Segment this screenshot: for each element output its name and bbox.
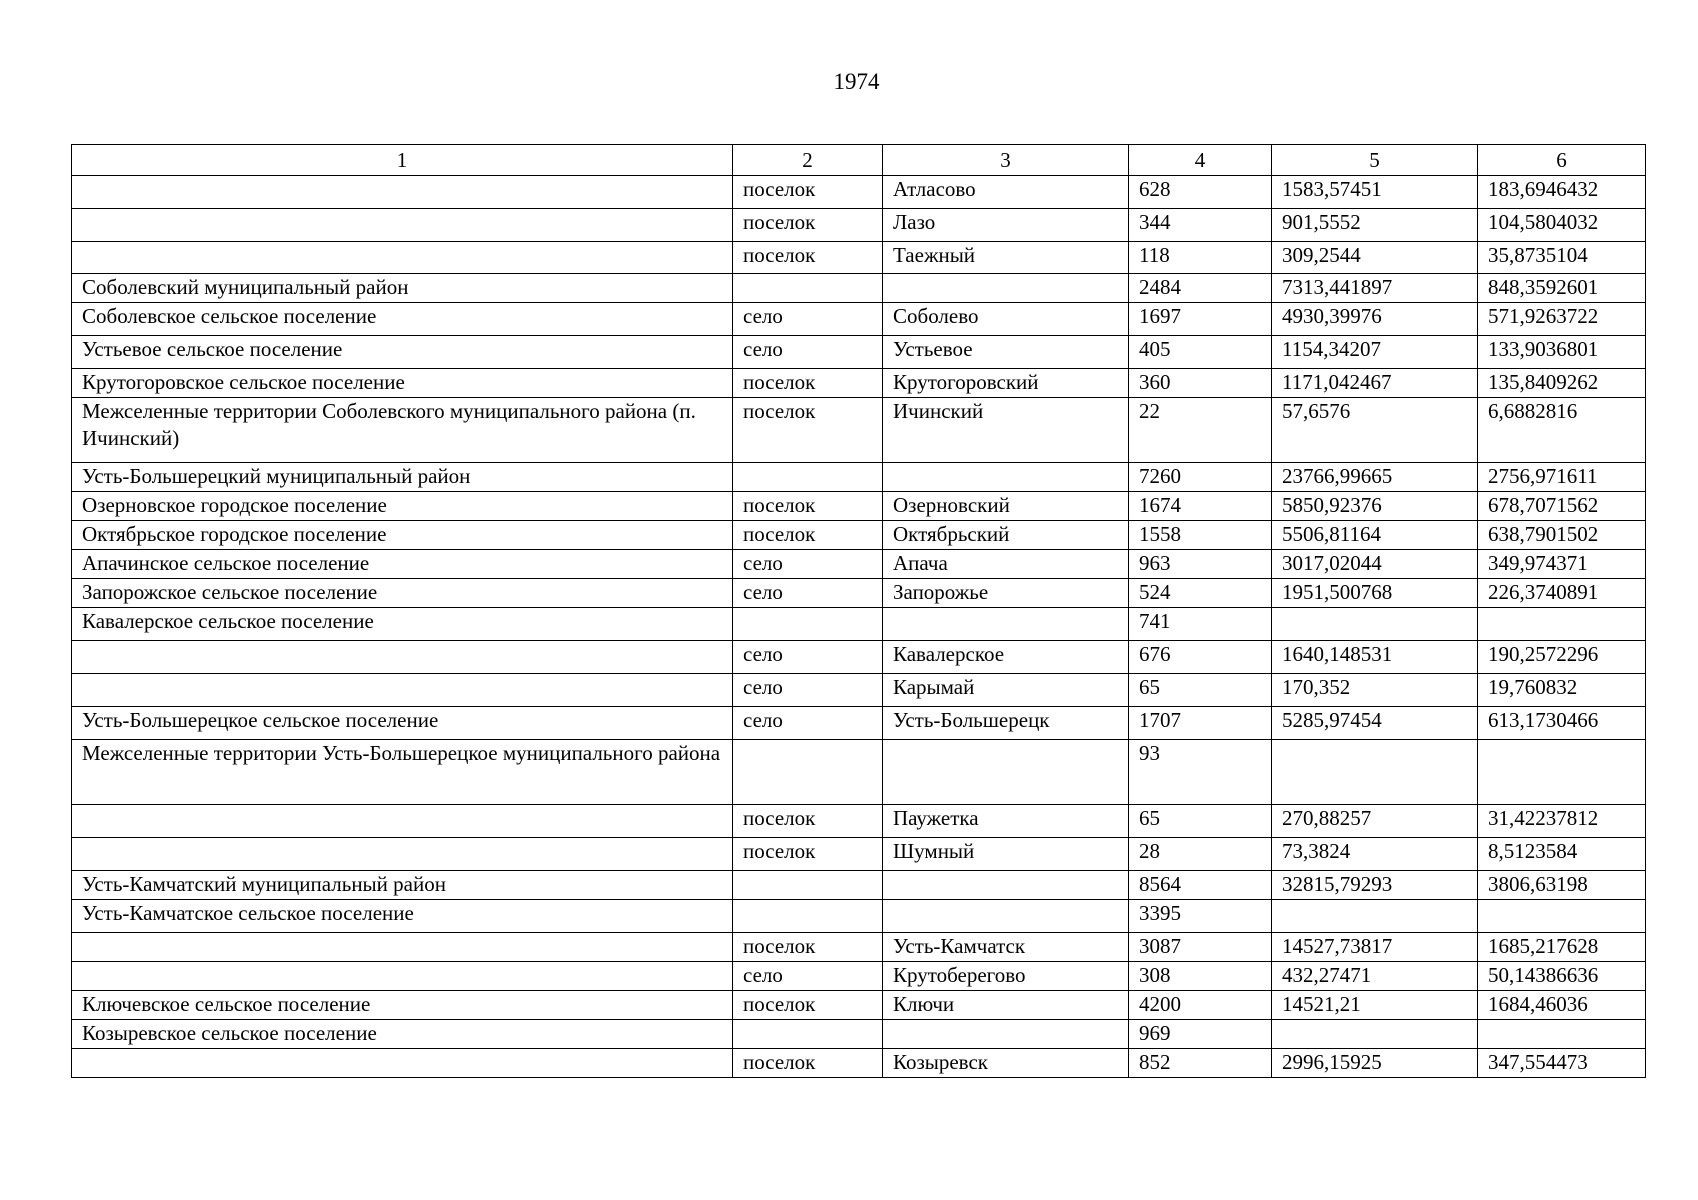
column-header: 4: [1129, 145, 1272, 176]
settlement-name-cell: Кавалерское: [883, 641, 1129, 674]
settlement-type-cell: село: [733, 336, 883, 369]
value-cell: 32815,79293: [1272, 871, 1478, 900]
value-cell: 638,7901502: [1478, 521, 1646, 550]
population-cell: 969: [1129, 1020, 1272, 1049]
territory-cell: Соболевский муниципальный район: [72, 274, 733, 303]
value-cell: 183,6946432: [1478, 176, 1646, 209]
table-row: [72, 336, 1646, 369]
population-cell: 963: [1129, 550, 1272, 579]
settlement-type-cell: поселок: [733, 492, 883, 521]
population-cell: 65: [1129, 805, 1272, 838]
settlement-name-cell: Крутогоровский: [883, 369, 1129, 398]
table-row: [72, 805, 1646, 838]
value-cell: 6,6882816: [1478, 398, 1646, 463]
table-row: [72, 838, 1646, 871]
value-cell: 226,3740891: [1478, 579, 1646, 608]
settlement-name-cell: [883, 900, 1129, 933]
table-row: [72, 492, 1646, 521]
page-number: 1974: [833, 69, 880, 94]
value-cell: 1171,042467: [1272, 369, 1478, 398]
table-row: [72, 242, 1646, 274]
value-cell: 5850,92376: [1272, 492, 1478, 521]
settlement-name-cell: Лазо: [883, 209, 1129, 242]
settlement-name-cell: [883, 608, 1129, 641]
settlement-name-cell: Октябрьский: [883, 521, 1129, 550]
value-cell: 1583,57451: [1272, 176, 1478, 209]
population-cell: 3087: [1129, 933, 1272, 962]
population-cell: 1707: [1129, 707, 1272, 740]
table-row: [72, 274, 1646, 303]
population-cell: 8564: [1129, 871, 1272, 900]
value-cell: 14521,21: [1272, 991, 1478, 1020]
settlement-type-cell: село: [733, 707, 883, 740]
value-cell: 5506,81164: [1272, 521, 1478, 550]
settlement-type-cell: поселок: [733, 398, 883, 463]
settlement-name-cell: Таежный: [883, 242, 1129, 274]
table-row: [72, 1049, 1646, 1078]
settlement-name-cell: [883, 274, 1129, 303]
population-cell: 308: [1129, 962, 1272, 991]
territory-cell: Устьевое сельское поселение: [72, 336, 733, 369]
table-row: [72, 900, 1646, 933]
table-row: [72, 579, 1646, 608]
territory-cell: [72, 242, 733, 274]
settlement-name-cell: [883, 1020, 1129, 1049]
settlement-type-cell: поселок: [733, 242, 883, 274]
population-cell: 93: [1129, 740, 1272, 805]
settlement-type-cell: поселок: [733, 933, 883, 962]
settlement-name-cell: Устьевое: [883, 336, 1129, 369]
territory-cell: Кавалерское сельское поселение: [72, 608, 733, 641]
population-cell: 2484: [1129, 274, 1272, 303]
settlement-type-cell: [733, 900, 883, 933]
value-cell: 31,42237812: [1478, 805, 1646, 838]
value-cell: 678,7071562: [1478, 492, 1646, 521]
territory-cell: [72, 674, 733, 707]
value-cell: 1640,148531: [1272, 641, 1478, 674]
population-cell: 741: [1129, 608, 1272, 641]
territory-cell: [72, 1049, 733, 1078]
settlement-type-cell: [733, 1020, 883, 1049]
population-cell: 1697: [1129, 303, 1272, 336]
settlement-name-cell: [883, 871, 1129, 900]
settlement-name-cell: Усть-Большерецк: [883, 707, 1129, 740]
settlement-name-cell: [883, 740, 1129, 805]
value-cell: 1684,46036: [1478, 991, 1646, 1020]
settlement-type-cell: село: [733, 641, 883, 674]
value-cell: 19,760832: [1478, 674, 1646, 707]
value-cell: 73,3824: [1272, 838, 1478, 871]
settlement-name-cell: Усть-Камчатск: [883, 933, 1129, 962]
value-cell: 347,554473: [1478, 1049, 1646, 1078]
value-cell: 270,88257: [1272, 805, 1478, 838]
table-row: [72, 933, 1646, 962]
population-cell: 7260: [1129, 463, 1272, 492]
territory-cell: [72, 641, 733, 674]
settlement-type-cell: поселок: [733, 838, 883, 871]
territory-cell: Соболевское сельское поселение: [72, 303, 733, 336]
column-header: 1: [72, 145, 733, 176]
settlement-type-cell: поселок: [733, 991, 883, 1020]
population-cell: 1558: [1129, 521, 1272, 550]
territory-cell: [72, 962, 733, 991]
settlement-type-cell: поселок: [733, 176, 883, 209]
settlement-type-cell: поселок: [733, 1049, 883, 1078]
population-cell: 65: [1129, 674, 1272, 707]
table-row: [72, 740, 1646, 805]
value-cell: [1272, 608, 1478, 641]
table-row: [72, 1020, 1646, 1049]
value-cell: 7313,441897: [1272, 274, 1478, 303]
data-table: [71, 144, 1646, 1078]
value-cell: [1272, 900, 1478, 933]
value-cell: 2756,971611: [1478, 463, 1646, 492]
column-header: 6: [1478, 145, 1646, 176]
column-header: 2: [733, 145, 883, 176]
value-cell: [1478, 1020, 1646, 1049]
value-cell: 8,5123584: [1478, 838, 1646, 871]
value-cell: 50,14386636: [1478, 962, 1646, 991]
territory-cell: [72, 209, 733, 242]
value-cell: 613,1730466: [1478, 707, 1646, 740]
settlement-name-cell: Ичинский: [883, 398, 1129, 463]
table-row: [72, 871, 1646, 900]
population-cell: 360: [1129, 369, 1272, 398]
table-row: [72, 398, 1646, 463]
value-cell: 848,3592601: [1478, 274, 1646, 303]
value-cell: 901,5552: [1272, 209, 1478, 242]
territory-cell: Усть-Камчатское сельское поселение: [72, 900, 733, 933]
territory-cell: [72, 176, 733, 209]
population-cell: 344: [1129, 209, 1272, 242]
value-cell: [1478, 608, 1646, 641]
population-cell: 4200: [1129, 991, 1272, 1020]
table-body: [72, 176, 1646, 1078]
territory-cell: Усть-Большерецкий муниципальный район: [72, 463, 733, 492]
territory-cell: Усть-Камчатский муниципальный район: [72, 871, 733, 900]
value-cell: 2996,15925: [1272, 1049, 1478, 1078]
population-cell: 118: [1129, 242, 1272, 274]
territory-cell: Козыревское сельское поселение: [72, 1020, 733, 1049]
column-header: 3: [883, 145, 1129, 176]
table-row: [72, 209, 1646, 242]
value-cell: [1478, 900, 1646, 933]
population-cell: 852: [1129, 1049, 1272, 1078]
value-cell: 432,27471: [1272, 962, 1478, 991]
settlement-name-cell: Шумный: [883, 838, 1129, 871]
settlement-name-cell: Апача: [883, 550, 1129, 579]
value-cell: 1685,217628: [1478, 933, 1646, 962]
population-cell: 676: [1129, 641, 1272, 674]
settlement-name-cell: Крутоберегово: [883, 962, 1129, 991]
territory-cell: [72, 838, 733, 871]
settlement-name-cell: Запорожье: [883, 579, 1129, 608]
settlement-name-cell: Карымай: [883, 674, 1129, 707]
value-cell: 170,352: [1272, 674, 1478, 707]
table-row: [72, 463, 1646, 492]
table-row: [72, 991, 1646, 1020]
value-cell: 23766,99665: [1272, 463, 1478, 492]
table-header-row: [72, 145, 1646, 176]
settlement-type-cell: [733, 871, 883, 900]
table-row: [72, 303, 1646, 336]
value-cell: 57,6576: [1272, 398, 1478, 463]
settlement-type-cell: [733, 274, 883, 303]
settlement-type-cell: [733, 740, 883, 805]
territory-cell: Озерновское городское поселение: [72, 492, 733, 521]
table-row: [72, 707, 1646, 740]
value-cell: 349,974371: [1478, 550, 1646, 579]
value-cell: [1272, 740, 1478, 805]
table-row: [72, 641, 1646, 674]
settlement-name-cell: Озерновский: [883, 492, 1129, 521]
column-header: 5: [1272, 145, 1478, 176]
population-cell: 1674: [1129, 492, 1272, 521]
territory-cell: Апачинское сельское поселение: [72, 550, 733, 579]
value-cell: 14527,73817: [1272, 933, 1478, 962]
population-cell: 22: [1129, 398, 1272, 463]
settlement-type-cell: [733, 463, 883, 492]
value-cell: 571,9263722: [1478, 303, 1646, 336]
territory-cell: [72, 805, 733, 838]
value-cell: 309,2544: [1272, 242, 1478, 274]
settlement-name-cell: [883, 463, 1129, 492]
value-cell: [1272, 1020, 1478, 1049]
territory-cell: Межселенные территории Усть-Большерецкое муниципального района: [72, 740, 733, 805]
value-cell: 4930,39976: [1272, 303, 1478, 336]
territory-cell: Межселенные территории Соболевского муниципального района (п. Ичинский): [72, 398, 733, 463]
territory-cell: Запорожское сельское поселение: [72, 579, 733, 608]
settlement-type-cell: село: [733, 674, 883, 707]
population-cell: 628: [1129, 176, 1272, 209]
value-cell: 5285,97454: [1272, 707, 1478, 740]
table-row: [72, 550, 1646, 579]
value-cell: 3017,02044: [1272, 550, 1478, 579]
territory-cell: Крутогоровское сельское поселение: [72, 369, 733, 398]
settlement-type-cell: поселок: [733, 209, 883, 242]
settlement-name-cell: Козыревск: [883, 1049, 1129, 1078]
value-cell: 133,9036801: [1478, 336, 1646, 369]
value-cell: 1951,500768: [1272, 579, 1478, 608]
territory-cell: Ключевское сельское поселение: [72, 991, 733, 1020]
value-cell: 35,8735104: [1478, 242, 1646, 274]
population-cell: 405: [1129, 336, 1272, 369]
settlement-name-cell: Паужетка: [883, 805, 1129, 838]
population-cell: 524: [1129, 579, 1272, 608]
settlement-type-cell: село: [733, 579, 883, 608]
settlement-type-cell: село: [733, 962, 883, 991]
settlement-type-cell: поселок: [733, 521, 883, 550]
table-row: [72, 674, 1646, 707]
value-cell: 104,5804032: [1478, 209, 1646, 242]
settlement-name-cell: Атласово: [883, 176, 1129, 209]
settlement-type-cell: село: [733, 303, 883, 336]
territory-cell: Усть-Большерецкое сельское поселение: [72, 707, 733, 740]
settlement-type-cell: поселок: [733, 805, 883, 838]
settlement-name-cell: Соболево: [883, 303, 1129, 336]
value-cell: 190,2572296: [1478, 641, 1646, 674]
territory-cell: Октябрьское городское поселение: [72, 521, 733, 550]
settlement-type-cell: поселок: [733, 369, 883, 398]
table-row: [72, 962, 1646, 991]
table-row: [72, 521, 1646, 550]
table-row: [72, 176, 1646, 209]
value-cell: 1154,34207: [1272, 336, 1478, 369]
table-row: [72, 608, 1646, 641]
value-cell: 135,8409262: [1478, 369, 1646, 398]
value-cell: [1478, 740, 1646, 805]
settlement-type-cell: село: [733, 550, 883, 579]
table-row: [72, 369, 1646, 398]
value-cell: 3806,63198: [1478, 871, 1646, 900]
territory-cell: [72, 933, 733, 962]
settlement-type-cell: [733, 608, 883, 641]
population-cell: 28: [1129, 838, 1272, 871]
settlement-name-cell: Ключи: [883, 991, 1129, 1020]
population-cell: 3395: [1129, 900, 1272, 933]
